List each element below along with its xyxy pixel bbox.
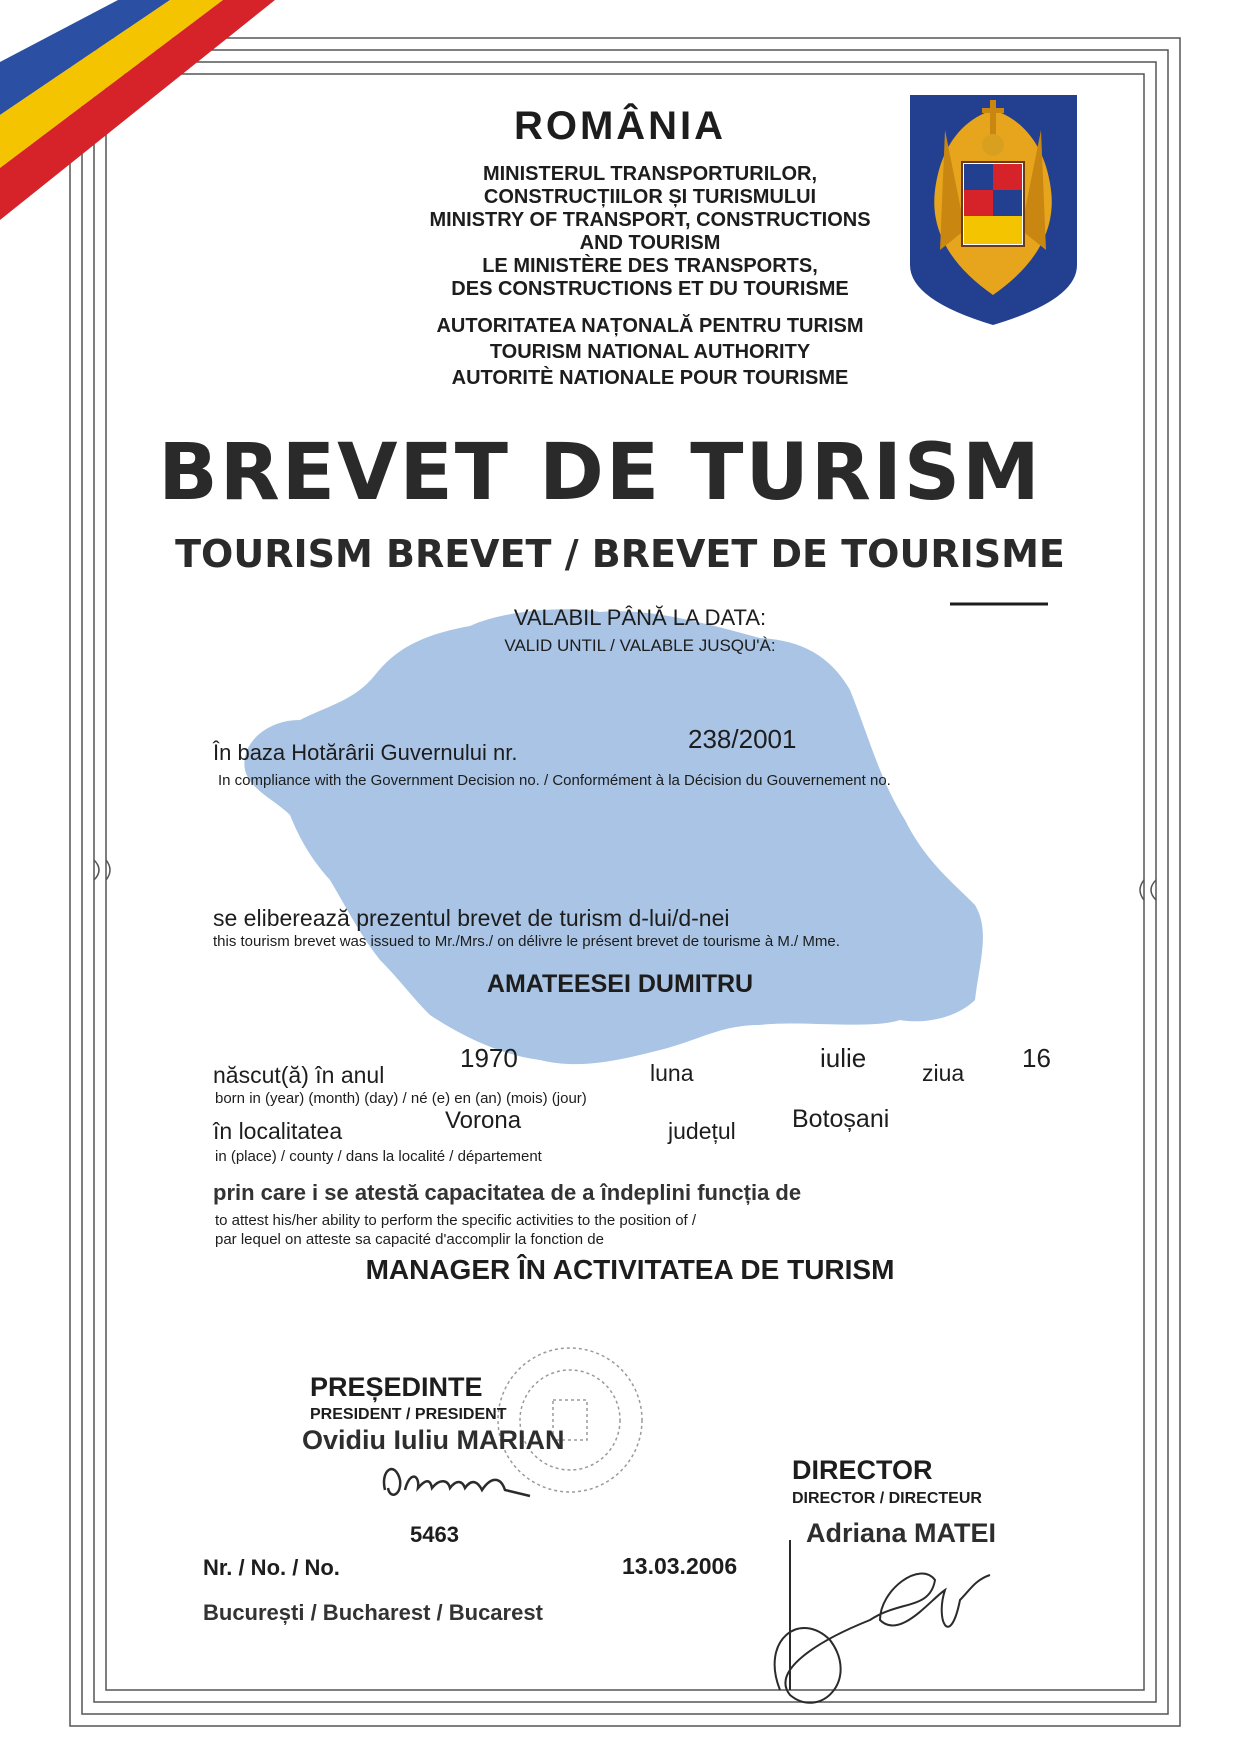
born-label-en-fr: born in (year) (month) (day) / né (e) en (an) (mois) (jour)	[215, 1090, 587, 1107]
director-title-en-fr: DIRECTOR / DIRECTEUR	[792, 1490, 982, 1507]
page-subtitle: TOURISM BREVET / BREVET DE TOURISME	[175, 532, 1065, 576]
holder-name: AMATEESEI DUMITRU	[486, 970, 754, 998]
ministry-fr-line-2: DES CONSTRUCTIONS ET DU TOURISME	[451, 278, 849, 300]
decision-label-ro: În baza Hotărârii Guvernului nr.	[213, 740, 518, 765]
authority-fr: AUTORITÈ NATIONALE POUR TOURISME	[451, 367, 849, 389]
issued-label-ro: se eliberează prezentul brevet de turism d-lui/d-nei	[213, 905, 730, 931]
page-title: BREVET DE TURISM	[158, 428, 1042, 518]
ministry-ro-line-1: MINISTERUL TRANSPORTURILOR,	[482, 163, 818, 185]
birth-place: Vorona	[445, 1107, 522, 1134]
birth-year: 1970	[460, 1043, 518, 1073]
ministry-ro-line-2: CONSTRUCȚIILOR ȘI TURISMULUI	[483, 186, 817, 208]
director-signature	[775, 1540, 990, 1703]
president-title-ro: PREȘEDINTE	[310, 1372, 483, 1402]
number-label: Nr. / No. / No.	[203, 1555, 340, 1580]
president-signature	[384, 1469, 530, 1496]
stamp-icon	[498, 1348, 642, 1492]
place-label: în localitatea	[213, 1118, 343, 1144]
president-name: Ovidiu Iuliu MARIAN	[302, 1425, 565, 1455]
country-title: ROMÂNIA	[513, 104, 727, 148]
ministry-en-line-1: MINISTRY OF TRANSPORT, CONSTRUCTIONS	[429, 209, 871, 231]
issued-label-en-fr: this tourism brevet was issued to Mr./Mrs./ on délivre le présent brevet de tourisme à M./ Mme.	[213, 933, 840, 950]
certificate-number: 5463	[410, 1522, 459, 1547]
county-label: județul	[668, 1118, 736, 1144]
director-name: Adriana MATEI	[806, 1518, 997, 1548]
issue-date: 13.03.2006	[622, 1553, 738, 1579]
function-label-en: to attest his/her ability to perform the specific activities to the position of /	[215, 1212, 697, 1229]
ribbon-icon	[0, 0, 275, 220]
issue-city: București / Bucharest / Bucarest	[203, 1600, 543, 1625]
birth-day: 16	[1022, 1043, 1051, 1073]
director-title-ro: DIRECTOR	[792, 1455, 933, 1485]
validity-label-en-fr: VALID UNTIL / VALABLE JUSQU'À:	[504, 636, 776, 655]
validity-label-ro: VALABIL PÂNĂ LA DATA:	[513, 605, 767, 630]
decision-number: 238/2001	[688, 724, 797, 754]
month-label: luna	[650, 1060, 694, 1086]
ministry-en-line-2: AND TOURISM	[579, 232, 721, 254]
authority-en: TOURISM NATIONAL AUTHORITY	[489, 341, 811, 363]
function-label-fr: par lequel on atteste sa capacité d'accomplir la fonction de	[215, 1231, 604, 1248]
decision-label-en-fr: In compliance with the Government Decision no. / Conformément à la Décision du Gouvernement no.	[218, 772, 891, 789]
position-title: MANAGER ÎN ACTIVITATEA DE TURISM	[365, 1254, 895, 1285]
authority-ro: AUTORITATEA NAȚONALĂ PENTRU TURISM	[436, 315, 864, 337]
function-label-ro: prin care i se atestă capacitatea de a îndeplini funcția de	[213, 1180, 802, 1205]
birth-county: Botoșani	[792, 1105, 890, 1133]
day-label: ziua	[922, 1060, 965, 1086]
place-label-en-fr: in (place) / county / dans la localité / département	[215, 1148, 542, 1165]
birth-month: iulie	[820, 1043, 867, 1073]
president-title-en-fr: PRESIDENT / PRESIDENT	[310, 1406, 507, 1423]
born-label: născut(ă) în anul	[213, 1062, 385, 1088]
ministry-fr-line-1: LE MINISTÈRE DES TRANSPORTS,	[482, 255, 818, 277]
